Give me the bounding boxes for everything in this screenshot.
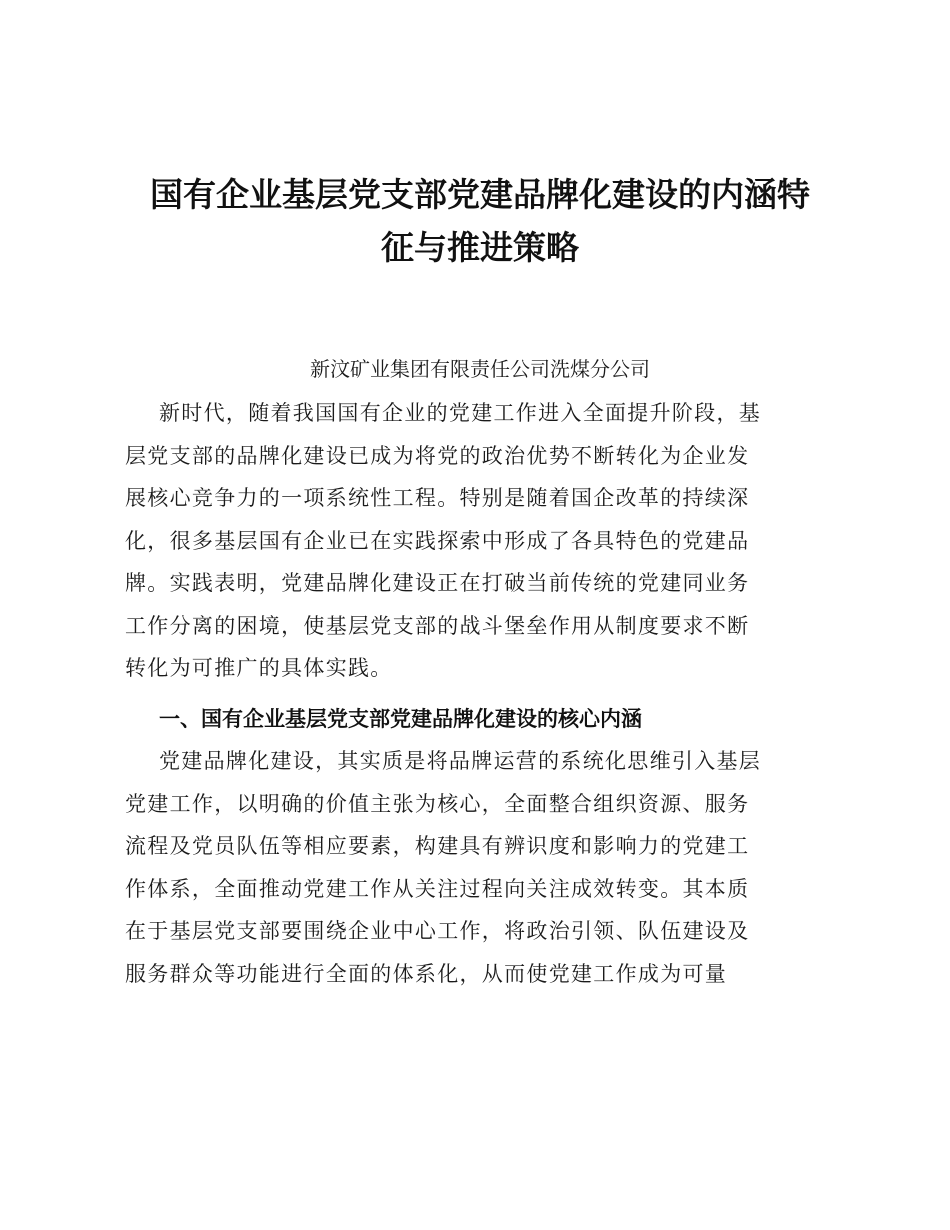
document-title: [125, 168, 835, 274]
text-line: 党建工作，以明确的价值主张为核心，全面整合组织资源、服务: [125, 791, 750, 816]
title-line: 国有企业基层党支部党建品牌化建设的内涵特: [150, 175, 810, 214]
text-line: 工作分离的困境，使基层党支部的战斗堡垒作用从制度要求不断: [125, 613, 750, 638]
section-heading: 一、国有企业基层党支部党建品牌化建设的核心内涵: [159, 707, 642, 731]
paragraph-intro: [125, 392, 835, 690]
paragraph-core-meaning: [125, 740, 835, 995]
text-line: 流程及党员队伍等相应要素，构建具有辨识度和影响力的党建工: [125, 834, 750, 858]
title-line: 征与推进策略: [381, 228, 579, 267]
text-line: 党建品牌化建设，其实质是将品牌运营的系统化思维引入基层: [159, 749, 762, 773]
text-line: 服务群众等功能进行全面的体系化，从而使党建工作成为可量: [125, 961, 728, 986]
text-line: 转化为可推广的具体实践。: [125, 656, 393, 680]
text-line: 层党支部的品牌化建设已成为将党的政治优势不断转化为企业发: [125, 443, 750, 468]
text-line: 在于基层党支部要围绕企业中心工作，将政治引领、队伍建设及: [125, 919, 750, 943]
author-affiliation: 新汶矿业集团有限责任公司洗煤分公司: [310, 357, 650, 381]
text-line: 展核心竞争力的一项系统性工程。特别是随着国企改革的持续深: [125, 486, 750, 510]
text-line: 新时代，随着我国国有企业的党建工作进入全面提升阶段，基: [159, 401, 762, 425]
text-line: 作体系，全面推动党建工作从关注过程向关注成效转变。其本质: [125, 876, 750, 901]
text-line: 化，很多基层国有企业已在实践探索中形成了各具特色的党建品: [125, 528, 750, 553]
text-line: 牌。实践表明，党建品牌化建设正在打破当前传统的党建同业务: [125, 571, 750, 595]
